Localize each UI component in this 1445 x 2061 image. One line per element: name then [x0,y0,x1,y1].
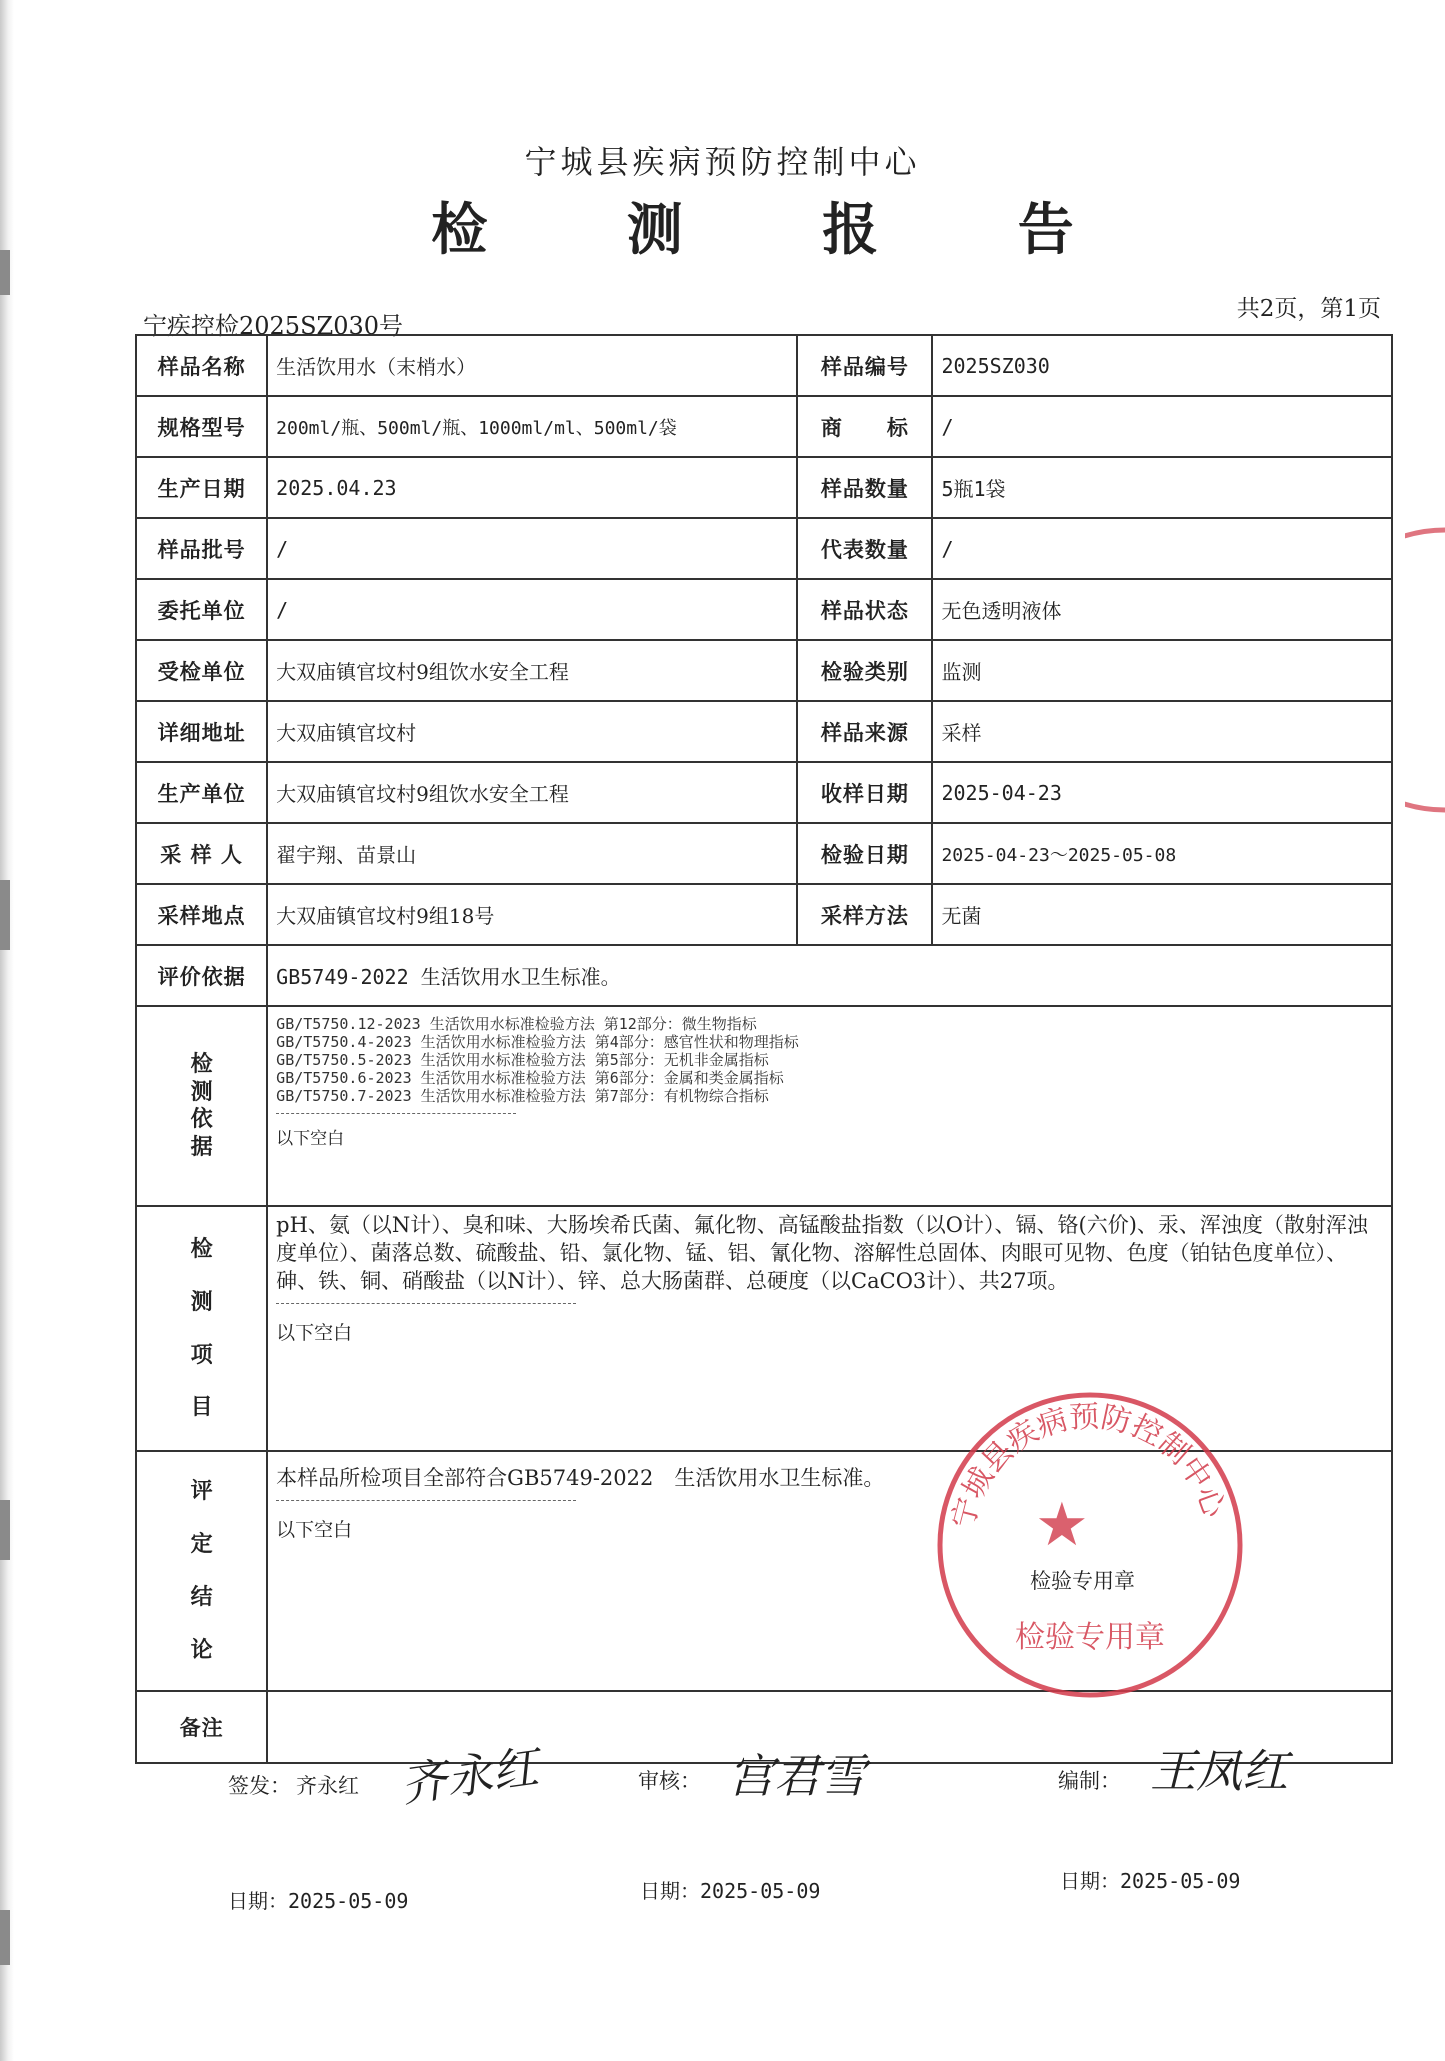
sample-site-label: 采样地点 [136,884,267,945]
eval-basis-value: GB5749-2022 生活饮用水卫生标准。 [267,945,1392,1006]
inspect-date-label: 检验日期 [797,823,932,884]
items-label-cell [136,1206,267,1451]
inspect-type-label: 检验类别 [797,640,932,701]
methods-label-char: 检 [190,1051,213,1077]
sample-name-label: 样品名称 [136,335,267,396]
issuer-signature: 齐永红 [397,1739,542,1813]
method-line: GB/T5750.5-2023 生活饮用水标准检验方法 第5部分：无机非金属指标 [276,1051,769,1069]
batch-label: 样品批号 [136,518,267,579]
eval-basis-label: 评价依据 [136,945,267,1006]
sampler-label: 采 样 人 [136,823,267,884]
items-label-char: 项 [190,1341,213,1368]
seal-ring-text [946,1399,1232,1532]
client-label: 委托单位 [136,579,267,640]
spec-value: 200ml/瓶、500ml/瓶、1000ml/ml、500ml/袋 [267,396,797,457]
table-row [136,884,1392,945]
batch-value: / [267,518,797,579]
inspect-type-value: 监测 [932,640,1392,701]
items-label [145,1223,258,1434]
table-row [136,335,1392,396]
sampler-value: 翟宇翔、苗景山 [267,823,797,884]
producer-label: 生产单位 [136,762,267,823]
stamp-caption: 检验专用章 [1030,1569,1135,1593]
methods-label-char: 据 [190,1133,213,1160]
conclusion-text: 本样品所检项目全部符合GB5749-2022 生活饮用水卫生标准。 [276,1466,885,1490]
sample-method-label: 采样方法 [797,884,932,945]
conclusion-label-char: 评 [190,1478,213,1505]
source-label: 样品来源 [797,701,932,762]
conclusion-label-cell [136,1451,267,1691]
conclusion-label-char: 定 [190,1531,213,1558]
method-line: GB/T5750.12-2023 生活饮用水标准检验方法 第12部分：微生物指标 [276,1015,757,1033]
items-label-char: 测 [190,1288,213,1315]
state-label: 样品状态 [797,579,932,640]
sample-no-label: 样品编号 [797,335,932,396]
represent-qty-label: 代表数量 [797,518,932,579]
official-seal [930,1385,1250,1705]
items-text: pH、氨（以N计）、臭和味、大肠埃希氏菌、氟化物、高锰酸盐指数（以O计）、镉、铬(六价)、汞、浑浊度（散射浑浊度单位）、菌落总数、硫酸盐、铅、氯化物、锰、铝、氰化物、溶解性总固体、肉眼可见物、色度（铂钴色度单位）、砷、铁、铜、硝酸盐（以N计）、锌、总大肠菌群、总硬度（以CaCO3计）、共27项。 [276,1213,1368,1293]
report-title: 检 测 报 告 [431,197,1134,263]
methods-label-cell [136,1006,267,1206]
issuer-date: 日期：2025-05-09 [228,1889,409,1913]
table-row [136,518,1392,579]
report-number: 宁疾控检2025SZ030号 [143,312,404,340]
receive-date-label: 收样日期 [797,762,932,823]
scan-edge [0,0,14,2061]
sample-name-value: 生活饮用水（末梢水） [267,335,797,396]
method-line: GB/T5750.4-2023 生活饮用水标准检验方法 第4部分：感官性状和物理指标 [276,1033,799,1051]
methods-label-char: 测 [190,1078,213,1105]
table-row [136,640,1392,701]
conclusion-label-char: 论 [190,1636,213,1663]
spec-label: 规格型号 [136,396,267,457]
table-row [136,457,1392,518]
address-label: 详细地址 [136,701,267,762]
page-info: 共2页，第1页 [1236,296,1381,322]
sample-no-value: 2025SZ030 [932,335,1392,396]
reviewer-date: 日期：2025-05-09 [640,1879,821,1903]
represent-qty-value: / [932,518,1392,579]
org-name: 宁城县疾病预防控制中心 [524,143,921,181]
table-row [136,762,1392,823]
inspected-unit-label: 受检单位 [136,640,267,701]
seal-ring-path: 宁城县疾病预防控制中心 [945,1399,1232,1533]
producer-value: 大双庙镇官坟村9组饮水安全工程 [267,762,797,823]
editor-date: 日期：2025-05-09 [1060,1869,1241,1893]
methods-label-char: 依 [190,1106,213,1132]
state-value: 无色透明液体 [932,579,1392,640]
brand-value: / [932,396,1392,457]
seal-star: ★ [1035,1490,1089,1560]
scan-mark [0,880,10,950]
method-line: GB/T5750.6-2023 生活饮用水标准检验方法 第6部分：金属和类金属指标 [276,1069,784,1087]
conclusion-label-char: 结 [190,1584,213,1610]
divider [276,1113,516,1114]
source-value: 采样 [932,701,1392,762]
side-seal-fragment [1405,520,1445,820]
method-line: GB/T5750.7-2023 生活饮用水标准检验方法 第7部分：有机物综合指标 [276,1087,769,1105]
issuer-name: 齐永红 [296,1774,359,1798]
prod-date-label: 生产日期 [136,457,267,518]
receive-date-value: 2025-04-23 [932,762,1392,823]
editor-label: 编制： [1058,1769,1121,1793]
table-row [136,945,1392,1006]
sample-site-value: 大双庙镇官坟村9组18号 [267,884,797,945]
editor-signature: 王凤红 [1150,1744,1288,1798]
table-row [136,823,1392,884]
inspect-date-value: 2025-04-23～2025-05-08 [932,823,1392,884]
table-row [136,1006,1392,1206]
remarks-label: 备注 [136,1691,267,1763]
divider [276,1500,576,1501]
reviewer-label: 审核： [638,1769,701,1793]
items-blank-note: 以下空白 [276,1322,353,1344]
prod-date-value: 2025.04.23 [267,457,797,518]
table-row [136,701,1392,762]
methods-label [145,1051,258,1161]
items-label-char: 目 [190,1394,213,1421]
conclusion-blank-note: 以下空白 [276,1519,353,1541]
sample-method-value: 无菌 [932,884,1392,945]
items-label-char: 检 [190,1235,213,1262]
scan-mark [0,1500,10,1560]
table-row [136,579,1392,640]
address-value: 大双庙镇官坟村 [267,701,797,762]
seal-bottom-text: 检验专用章 [1015,1620,1165,1655]
issuer-label: 签发： [228,1774,291,1798]
methods-blank-note: 以下空白 [276,1129,345,1149]
conclusion-label [145,1465,258,1676]
divider [276,1303,576,1304]
scan-mark [0,1910,10,1965]
brand-label: 商 标 [797,396,932,457]
quantity-value: 5瓶1袋 [932,457,1392,518]
table-row [136,396,1392,457]
quantity-label: 样品数量 [797,457,932,518]
client-value: / [267,579,797,640]
methods-cell [267,1006,1392,1206]
inspected-unit-value: 大双庙镇官坟村9组饮水安全工程 [267,640,797,701]
reviewer-signature: 宫君雪 [728,1749,866,1803]
